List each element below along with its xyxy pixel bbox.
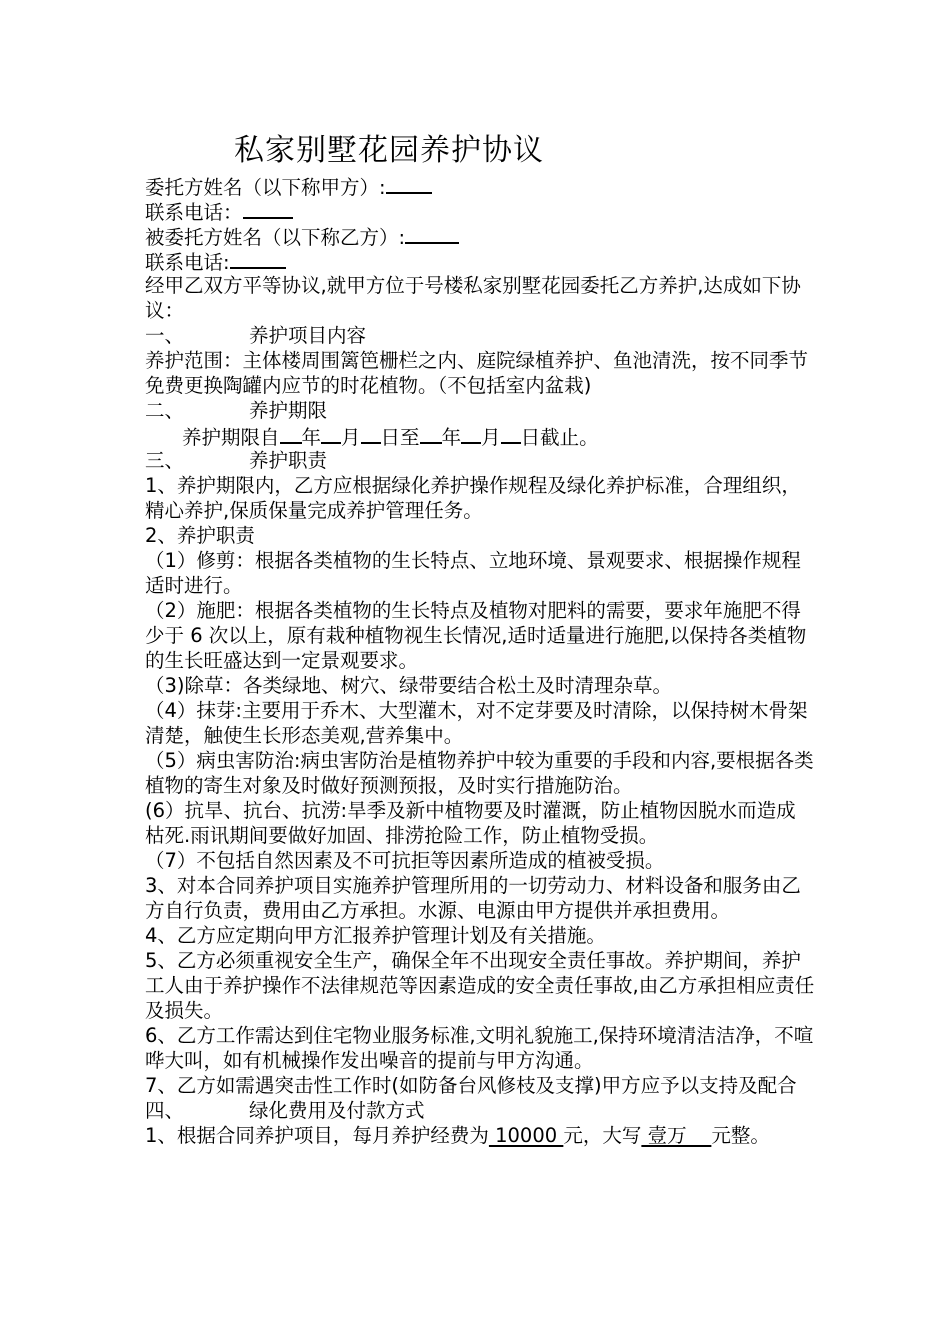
section-1-title: 养护项目内容 (249, 324, 367, 347)
section-2-title: 养护期限 (249, 399, 328, 422)
duty-7: 7、乙方如需遇突击性工作时(如防备台风修枝及支撑)甲方应予以支持及配合 (145, 1074, 797, 1097)
fee-amount: 10000 (488, 1124, 564, 1147)
duty-3: 3、对本合同养护项目实施养护管理所用的一切劳动力、材料设备和服务由乙方自行负责，费用由乙方承担。水源、电源由甲方提供并承担费用。 (145, 874, 801, 922)
contractor-name-line (145, 223, 815, 248)
client-phone-line (145, 198, 815, 223)
duty-2-1: （1）修剪：根据各类植物的生长特点、立地环境、景观要求、根据操作规程适时进行。 (145, 549, 801, 597)
duty-2-4: （4）抹芽:主要用于乔木、大型灌木，对不定芽要及时清除，以保持树木骨架清楚，触使生长形态美观,营养集中。 (145, 699, 808, 747)
month-label: 月 (341, 426, 361, 449)
end-year-blank (420, 423, 442, 444)
start-year-blank (280, 423, 302, 444)
client-phone-blank (243, 198, 293, 219)
month-label-2: 月 (481, 426, 501, 449)
section-2-heading (145, 398, 815, 423)
duty-2-6: (6）抗旱、抗台、抗涝:旱季及新中植物要及时灌溉，防止植物因脱水而造成枯死.雨讯期间要做好加固、排涝抢险工作，防止植物受损。 (145, 799, 796, 847)
year-label-2: 年 (441, 426, 462, 449)
period-label: 养护期限自 (182, 426, 280, 449)
duty-2-5: （5）病虫害防治:病虫害防治是植物养护中较为重要的手段和内容,要根据各类植物的寄生对象及时做好预测预报，及时实行措施防治。 (145, 749, 814, 797)
duty-2-2: （2）施肥：根据各类植物的生长特点及植物对肥料的需要，要求年施肥不得少于 6 次以上，原有栽种植物视生长情况,适时适量进行施肥,以保持各类植物的生长旺盛达到一定景观要求。 (145, 599, 807, 672)
end-month-blank (461, 423, 481, 444)
contractor-name-blank (405, 223, 459, 244)
start-month-blank (321, 423, 341, 444)
fee-text-3: 元整。 (711, 1124, 770, 1147)
contractor-phone-line (145, 248, 815, 273)
contractor-phone-blank (230, 248, 286, 269)
fee-text-2: 元，大写 (563, 1124, 642, 1147)
intro-text-1: 经甲乙双方平等协议,就甲方位于 (145, 274, 425, 297)
client-name-blank (386, 173, 432, 194)
fee-paragraph (145, 1123, 815, 1148)
intro-paragraph (145, 273, 815, 323)
day-to-label: 日至 (380, 426, 420, 449)
period-line (145, 423, 815, 448)
duty-2: 2、养护职责 (145, 524, 255, 547)
contractor-name-label: 被委托方姓名（以下称乙方）: (145, 226, 406, 249)
section-3-heading (145, 448, 815, 473)
day-end-label: 日截止。 (520, 426, 599, 449)
section-4-heading (145, 1098, 815, 1123)
duty-4: 4、乙方应定期向甲方汇报养护管理计划及有关措施。 (145, 924, 606, 947)
fee-amount-words: 壹万 (641, 1124, 712, 1147)
section-4-number: 四、 (145, 1099, 185, 1122)
client-phone-label: 联系电话： (145, 201, 243, 224)
contractor-phone-label: 联系电话: (145, 251, 230, 274)
document-body (145, 173, 815, 1148)
duty-2-3: （3)除草：各类绿地、树穴、绿带要结合松土及时清理杂草。 (145, 674, 673, 697)
duty-1: 1、养护期限内，乙方应根据绿化养护操作规程及绿化养护标准，合理组织，精心养护,保质保量完成养护管理任务。 (145, 474, 801, 522)
duty-6: 6、乙方工作需达到住宅物业服务标准,文明礼貌施工,保持环境清洁洁净，不喧哗大叫，如有机械操作发出噪音的提前与甲方沟通。 (145, 1024, 814, 1072)
duty-5: 5、乙方必须重视安全生产，确保全年不出现安全责任事故。养护期间，养护工人由于养护操作不法律规范等因素造成的安全责任事故,由乙方承担相应责任及损失。 (145, 949, 815, 1022)
scope-paragraph: 养护范围：主体楼周围篱笆栅栏之内、庭院绿植养护、鱼池清洗，按不同季节免费更换陶罐内应节的时花植物。（不包括室内盆栽) (145, 349, 809, 397)
year-label: 年 (301, 426, 322, 449)
section-3-title: 养护职责 (249, 449, 328, 472)
client-name-line (145, 173, 815, 198)
intro-text-2: 号楼私家别墅花园委托乙方养护,达成如下协议： (145, 274, 801, 322)
document-title: 私家别墅花园养护协议 (234, 133, 544, 168)
section-3-number: 三、 (145, 449, 185, 472)
client-name-label: 委托方姓名（以下称甲方）: (145, 176, 386, 199)
end-day-blank (501, 423, 521, 444)
section-2-number: 二、 (145, 399, 185, 422)
fee-text-1: 1、根据合同养护项目，每月养护经费为 (145, 1124, 489, 1147)
section-4-title: 绿化费用及付款方式 (249, 1099, 425, 1122)
duty-2-7: （7）不包括自然因素及不可抗拒等因素所造成的植被受损。 (145, 849, 665, 872)
section-1-heading (145, 323, 815, 348)
start-day-blank (361, 423, 381, 444)
section-1-number: 一、 (145, 324, 185, 347)
